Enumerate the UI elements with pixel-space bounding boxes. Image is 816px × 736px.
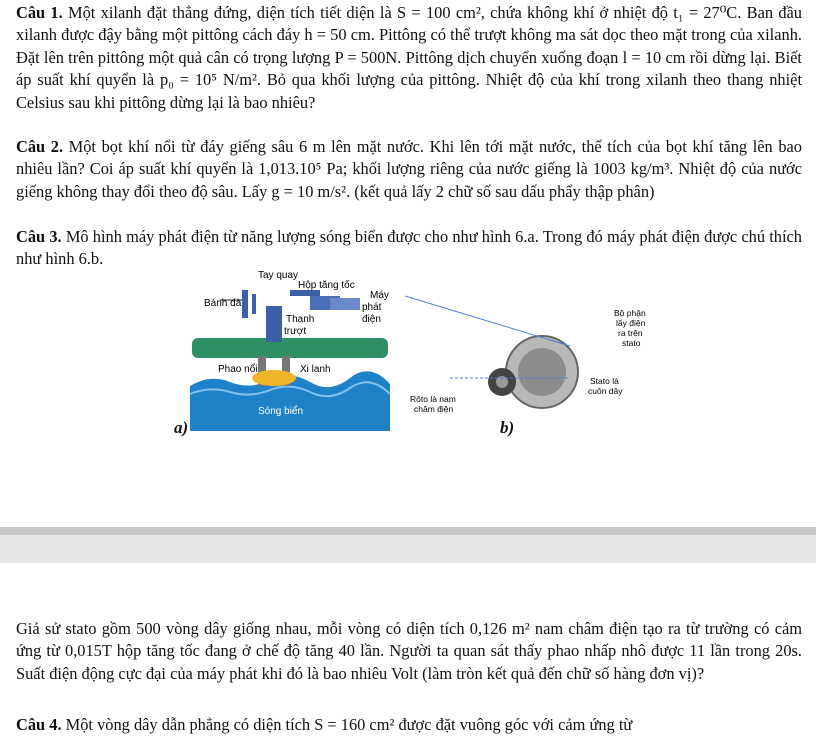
question-1-label: Câu 1. xyxy=(16,3,63,22)
question-2-label: Câu 2. xyxy=(16,137,64,156)
question-3-text: Mô hình máy phát điện từ năng lượng sóng biển được cho như hình 6.a. Trong đó máy phát điện được chú thích như hình 6.b. xyxy=(16,227,803,269)
question-4-text: Một vòng dây dẫn phẳng có diện tích S = 160 cm² được đặt vuông góc với cảm ứng từ xyxy=(65,715,633,734)
label-output-3: ra trên xyxy=(618,328,643,338)
question-1-text: Một xilanh đặt thẳng đứng, diện tích tiết diện là S = 100 cm², chứa không khí ở nhiệt độ t₁ = 27⁰C. Ban đầu xilanh được đậy bằng một pittông cách đáy h = 50 cm. Pittông có thể trượt không ma sát dọc theo mặt trong của xilanh. Đặt lên trên pittông một quả cân có trọng lượng P = 500N. Pittông dịch chuyển xuống đoạn l = 10 cm rồi dừng lại. Biết áp suất khí quyển là p₀ = 10⁵ N/m². Bỏ qua khối lượng của pittông. Nhiệt độ của khí trong xilanh theo thang nhiệt Celsius sau khi pittông dừng lại là bao nhiêu? xyxy=(16,3,802,112)
question-1 xyxy=(16,2,802,114)
label-gearbox: Hộp tăng tốc xyxy=(298,280,355,291)
label-flywheel: Bánh đà xyxy=(204,298,242,309)
label-float: Phao nổi xyxy=(218,364,258,375)
page-gap xyxy=(0,535,816,563)
question-4 xyxy=(16,714,802,736)
generator-figure xyxy=(150,266,670,454)
platform xyxy=(192,338,388,358)
label-generator-1: Máy xyxy=(370,290,389,301)
label-output-2: lấy điện xyxy=(616,318,646,328)
label-cylinder: Xi lanh xyxy=(300,364,331,375)
slider-rod xyxy=(266,306,282,342)
question-3-label: Câu 3. xyxy=(16,227,62,246)
label-output-1: Bộ phận xyxy=(614,308,646,318)
label-rotor-2: châm điện xyxy=(414,404,454,414)
question-3-continued: Giả sử stato gồm 500 vòng dây giống nhau, mỗi vòng có diện tích 0,126 m² nam châm điện tạo ra từ trường có cảm ứng từ 0,015T hộp tăng tốc đang ở chế độ tăng 40 lần. Người ta quan sát thấy phao nhấp nhô được 11 lần trong 20s. Suất điện động cực đại của máy phát khi đó là bao nhiêu Volt (làm tròn kết quả đến chữ số hàng đơn vị)? xyxy=(16,619,802,683)
question-2 xyxy=(16,136,802,203)
label-stator-2: cuôn dây xyxy=(588,386,623,396)
question-2-text: Một bọt khí nổi từ đáy giếng sâu 6 m lên mặt nước. Khi lên tới mặt nước, thể tích của bọt khí tăng lên bao nhiêu lần? Coi áp suất khí quyển là 1,013.10⁵ Pa; khối lượng riêng của nước giếng là 1003 kg/m³. Nhiệt độ của nước giếng không thay đổi theo độ sâu. Lấy g = 10 m/s². (kết quả lấy 2 chữ số sau dấu phẩy thập phân) xyxy=(16,137,802,201)
figure-b-diagram xyxy=(405,296,646,414)
label-stator-1: Stato là xyxy=(590,376,619,386)
generator-box xyxy=(330,298,360,310)
label-rotor-1: Rôto là nam xyxy=(410,394,456,404)
label-slider-2: trượt xyxy=(284,326,307,337)
label-crank: Tay quay xyxy=(258,270,299,281)
figure-a-diagram xyxy=(190,270,390,431)
float-buoy xyxy=(252,370,296,386)
question-3 xyxy=(16,226,802,271)
page-divider xyxy=(0,527,816,535)
figure-a-label: a) xyxy=(174,418,189,437)
figure-svg xyxy=(150,266,670,454)
figure-b-label: b) xyxy=(500,418,515,437)
question-4-label: Câu 4. xyxy=(16,715,62,734)
label-slider-1: Thanh xyxy=(286,314,315,325)
label-generator-2: phát xyxy=(362,302,382,313)
label-sea-waves: Sóng biển xyxy=(258,406,304,417)
label-output-4: stato xyxy=(622,338,641,348)
label-generator-3: điện xyxy=(362,314,381,325)
